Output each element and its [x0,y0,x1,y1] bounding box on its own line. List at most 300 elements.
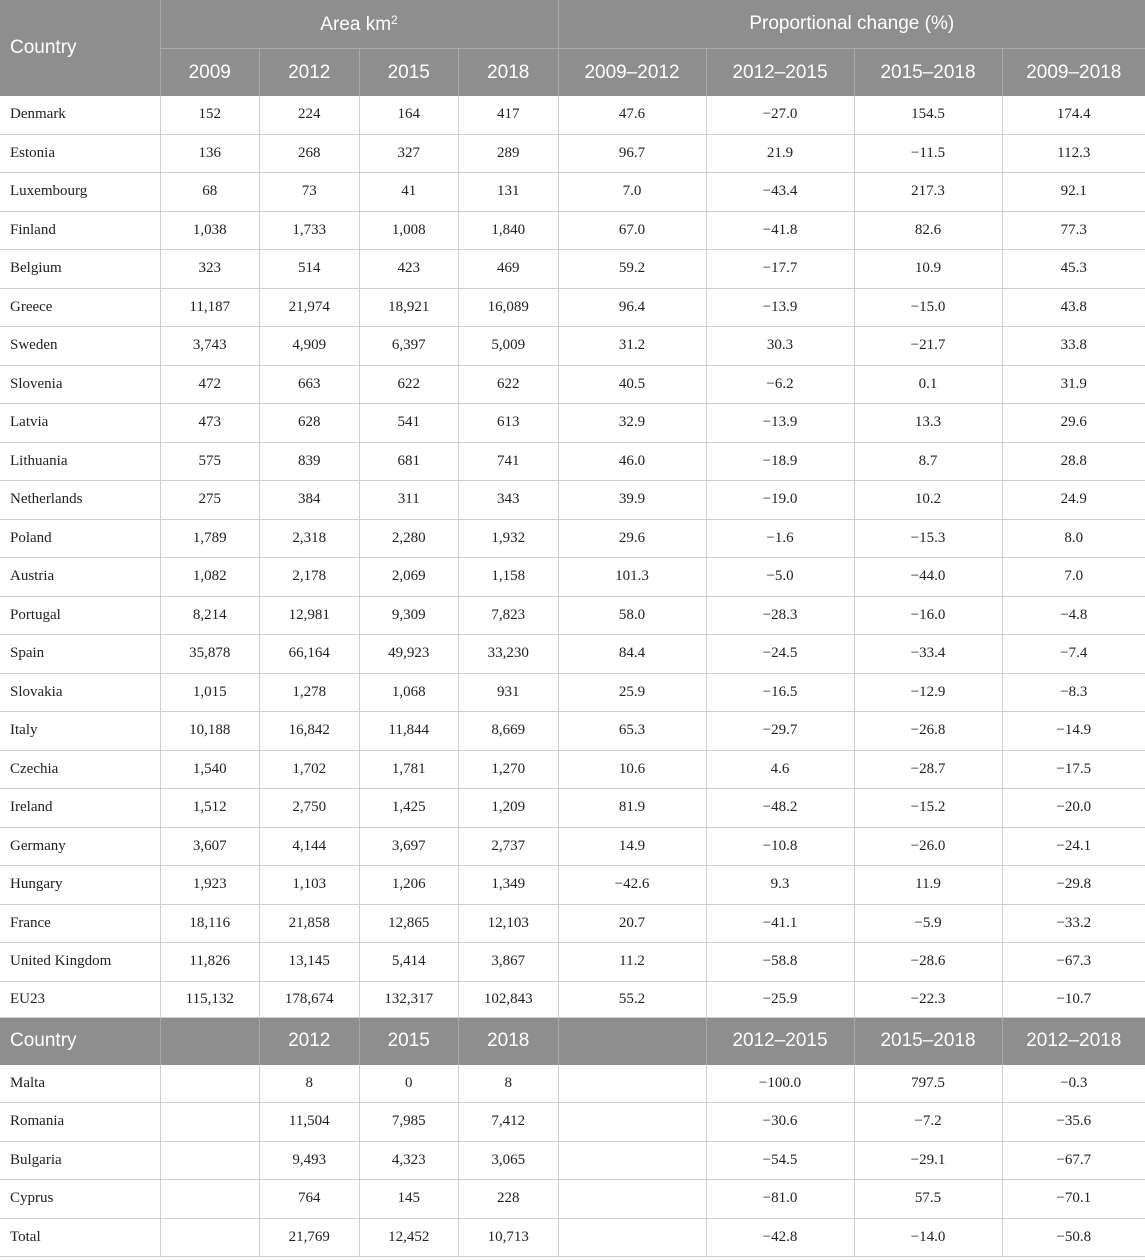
table-row [0,173,1145,212]
header-cell: 2015–2018 [854,49,1002,97]
table-row [0,1180,1145,1219]
country-cell: Denmark [0,96,160,134]
country-cell: Total [0,1218,160,1257]
value-cell: 472 [160,365,260,404]
value-cell [160,1180,260,1219]
table-row [0,211,1145,250]
country-cell: Netherlands [0,481,160,520]
value-cell: 30.3 [706,327,854,366]
country-cell: Sweden [0,327,160,366]
value-cell: −48.2 [706,789,854,828]
header-row-secondary [0,1017,1145,1065]
value-cell: 67.0 [558,211,706,250]
value-cell: 8.0 [1002,519,1145,558]
value-cell: 628 [260,404,360,443]
table-row [0,1141,1145,1180]
header-cell: 2012–2015 [706,1017,854,1065]
value-cell: −17.7 [706,250,854,289]
header-cell: 2012 [260,49,360,97]
value-cell [160,1141,260,1180]
value-cell: −10.8 [706,827,854,866]
country-cell: Ireland [0,789,160,828]
value-cell [558,1103,706,1142]
header-cell: 2009–2012 [558,49,706,97]
table-row [0,481,1145,520]
value-cell: 217.3 [854,173,1002,212]
value-cell: 4.6 [706,750,854,789]
table-row [0,558,1145,597]
table-row [0,673,1145,712]
table-row [0,1065,1145,1103]
value-cell: 473 [160,404,260,443]
value-cell: 7,823 [459,596,559,635]
value-cell: 9,309 [359,596,459,635]
value-cell: −7.4 [1002,635,1145,674]
value-cell: 21.9 [706,134,854,173]
header-cell: 2012–2018 [1002,1017,1145,1065]
value-cell: 24.9 [1002,481,1145,520]
value-cell: −15.0 [854,288,1002,327]
value-cell: −54.5 [706,1141,854,1180]
header-area-group [160,0,558,49]
value-cell: −14.9 [1002,712,1145,751]
value-cell: −8.3 [1002,673,1145,712]
table-row [0,827,1145,866]
value-cell: −42.6 [558,866,706,905]
value-cell: 10.2 [854,481,1002,520]
country-cell: Poland [0,519,160,558]
value-cell: 11,187 [160,288,260,327]
value-cell: 40.5 [558,365,706,404]
country-cell: Lithuania [0,442,160,481]
value-cell: 1,733 [260,211,360,250]
value-cell: 174.4 [1002,96,1145,134]
value-cell: 59.2 [558,250,706,289]
value-cell: 9,493 [260,1141,360,1180]
table-row [0,134,1145,173]
value-cell: 10.6 [558,750,706,789]
value-cell: −19.0 [706,481,854,520]
value-cell: 11,504 [260,1103,360,1142]
value-cell: −26.0 [854,827,1002,866]
value-cell: −14.0 [854,1218,1002,1257]
value-cell: 3,607 [160,827,260,866]
value-cell: 10,188 [160,712,260,751]
value-cell: 65.3 [558,712,706,751]
value-cell: 575 [160,442,260,481]
country-cell: Luxembourg [0,173,160,212]
header-cell: Country [0,1017,160,1065]
value-cell: 43.8 [1002,288,1145,327]
value-cell: 469 [459,250,559,289]
table-row [0,1218,1145,1257]
value-cell: 13,145 [260,943,360,982]
value-cell: 423 [359,250,459,289]
value-cell: 112.3 [1002,134,1145,173]
value-cell: −15.3 [854,519,1002,558]
value-cell: 2,737 [459,827,559,866]
value-cell: 1,103 [260,866,360,905]
value-cell: −17.5 [1002,750,1145,789]
value-cell: 101.3 [558,558,706,597]
header-cell: 2018 [459,49,559,97]
header-row-periods [0,49,1145,97]
value-cell: 663 [260,365,360,404]
value-cell: 343 [459,481,559,520]
value-cell: 224 [260,96,360,134]
value-cell: 31.2 [558,327,706,366]
value-cell: 275 [160,481,260,520]
value-cell: 132,317 [359,981,459,1017]
value-cell: 55.2 [558,981,706,1017]
value-cell: 1,278 [260,673,360,712]
value-cell: 268 [260,134,360,173]
country-cell: Austria [0,558,160,597]
value-cell: 12,981 [260,596,360,635]
value-cell: 1,702 [260,750,360,789]
value-cell: 25.9 [558,673,706,712]
value-cell: 1,923 [160,866,260,905]
value-cell: 21,769 [260,1218,360,1257]
value-cell: 32.9 [558,404,706,443]
table-row [0,750,1145,789]
value-cell: −10.7 [1002,981,1145,1017]
value-cell: 29.6 [1002,404,1145,443]
value-cell: −1.6 [706,519,854,558]
value-cell: 1,038 [160,211,260,250]
value-cell: 178,674 [260,981,360,1017]
value-cell: −20.0 [1002,789,1145,828]
value-cell: 29.6 [558,519,706,558]
value-cell: −30.6 [706,1103,854,1142]
value-cell [558,1141,706,1180]
value-cell: 39.9 [558,481,706,520]
value-cell: 11,826 [160,943,260,982]
value-cell: 10.9 [854,250,1002,289]
country-cell: France [0,904,160,943]
value-cell: 1,206 [359,866,459,905]
value-cell: 164 [359,96,459,134]
value-cell: 514 [260,250,360,289]
value-cell: 613 [459,404,559,443]
value-cell: 57.5 [854,1180,1002,1219]
country-cell: Latvia [0,404,160,443]
table-row [0,789,1145,828]
country-cell: Belgium [0,250,160,289]
country-cell: Slovakia [0,673,160,712]
value-cell: −4.8 [1002,596,1145,635]
value-cell [558,1180,706,1219]
country-cell: Portugal [0,596,160,635]
table-row [0,981,1145,1017]
value-cell: 82.6 [854,211,1002,250]
value-cell: 8.7 [854,442,1002,481]
value-cell: 6,397 [359,327,459,366]
value-cell: 10,713 [459,1218,559,1257]
value-cell: 14.9 [558,827,706,866]
value-cell: 20.7 [558,904,706,943]
value-cell: 115,132 [160,981,260,1017]
value-cell: 41 [359,173,459,212]
value-cell: 384 [260,481,360,520]
value-cell: 46.0 [558,442,706,481]
value-cell: 1,425 [359,789,459,828]
value-cell: 12,452 [359,1218,459,1257]
value-cell: 8 [260,1065,360,1103]
value-cell: 92.1 [1002,173,1145,212]
value-cell: 4,909 [260,327,360,366]
value-cell: −5.9 [854,904,1002,943]
value-cell [558,1065,706,1103]
value-cell: −16.5 [706,673,854,712]
value-cell: −13.9 [706,288,854,327]
country-cell: Romania [0,1103,160,1142]
country-cell: Germany [0,827,160,866]
value-cell: −16.0 [854,596,1002,635]
value-cell: 7.0 [1002,558,1145,597]
value-cell [160,1218,260,1257]
country-cell: Czechia [0,750,160,789]
table-row [0,404,1145,443]
value-cell: 1,015 [160,673,260,712]
value-cell: 18,116 [160,904,260,943]
table-row [0,519,1145,558]
country-cell: Slovenia [0,365,160,404]
value-cell: −44.0 [854,558,1002,597]
value-cell: 839 [260,442,360,481]
value-cell: −67.3 [1002,943,1145,982]
value-cell: 1,270 [459,750,559,789]
table-row [0,596,1145,635]
country-cell: Spain [0,635,160,674]
value-cell: 45.3 [1002,250,1145,289]
value-cell: 18,921 [359,288,459,327]
value-cell: 5,414 [359,943,459,982]
value-cell: 96.7 [558,134,706,173]
value-cell: −33.4 [854,635,1002,674]
value-cell: 3,697 [359,827,459,866]
value-cell: 11,844 [359,712,459,751]
value-cell: 741 [459,442,559,481]
value-cell: 102,843 [459,981,559,1017]
header-cell [160,1017,260,1065]
value-cell: −5.0 [706,558,854,597]
value-cell: 622 [459,365,559,404]
value-cell: 1,789 [160,519,260,558]
value-cell: −100.0 [706,1065,854,1103]
value-cell: 1,008 [359,211,459,250]
value-cell: 136 [160,134,260,173]
value-cell: −41.8 [706,211,854,250]
value-cell: 1,209 [459,789,559,828]
value-cell: 13.3 [854,404,1002,443]
value-cell: 77.3 [1002,211,1145,250]
value-cell: 11.2 [558,943,706,982]
value-cell: 797.5 [854,1065,1002,1103]
value-cell: −50.8 [1002,1218,1145,1257]
value-cell: 2,750 [260,789,360,828]
value-cell: 73 [260,173,360,212]
header-cell: 2009 [160,49,260,97]
country-cell: Italy [0,712,160,751]
value-cell: −13.9 [706,404,854,443]
value-cell: −18.9 [706,442,854,481]
country-cell: Greece [0,288,160,327]
header-area-label: Area km [320,13,392,35]
value-cell: −28.3 [706,596,854,635]
header-cell [558,1017,706,1065]
value-cell: −21.7 [854,327,1002,366]
value-cell: 152 [160,96,260,134]
value-cell: −6.2 [706,365,854,404]
header-cell: 2018 [459,1017,559,1065]
table-row [0,365,1145,404]
header-cell: 2009–2018 [1002,49,1145,97]
value-cell: 154.5 [854,96,1002,134]
header-country: Country [0,0,160,96]
value-cell [160,1103,260,1142]
table-row [0,943,1145,982]
value-cell: 31.9 [1002,365,1145,404]
value-cell: 2,069 [359,558,459,597]
value-cell: 1,512 [160,789,260,828]
value-cell: 21,858 [260,904,360,943]
value-cell: 8,214 [160,596,260,635]
country-cell: United Kingdom [0,943,160,982]
value-cell: 9.3 [706,866,854,905]
header-cell: 2015 [359,49,459,97]
country-cell: Cyprus [0,1180,160,1219]
value-cell: 3,867 [459,943,559,982]
value-cell: −27.0 [706,96,854,134]
value-cell: 33,230 [459,635,559,674]
value-cell: 12,103 [459,904,559,943]
value-cell: 622 [359,365,459,404]
header-area-superscript: 2 [391,12,398,27]
value-cell: 12,865 [359,904,459,943]
value-cell: 35,878 [160,635,260,674]
table-row [0,1103,1145,1142]
value-cell: 7,985 [359,1103,459,1142]
table-row [0,327,1145,366]
table-row [0,96,1145,134]
value-cell: 16,089 [459,288,559,327]
value-cell: 327 [359,134,459,173]
value-cell: 764 [260,1180,360,1219]
table-row [0,250,1145,289]
value-cell: 228 [459,1180,559,1219]
header-cell: 2012 [260,1017,360,1065]
value-cell: −22.3 [854,981,1002,1017]
value-cell: −35.6 [1002,1103,1145,1142]
value-cell: −7.2 [854,1103,1002,1142]
value-cell: −42.8 [706,1218,854,1257]
header-cell: 2012–2015 [706,49,854,97]
value-cell: 1,158 [459,558,559,597]
value-cell: −0.3 [1002,1065,1145,1103]
value-cell [558,1218,706,1257]
value-cell: −81.0 [706,1180,854,1219]
value-cell: 7.0 [558,173,706,212]
value-cell: 931 [459,673,559,712]
value-cell: −29.1 [854,1141,1002,1180]
value-cell: −29.7 [706,712,854,751]
table-row [0,866,1145,905]
value-cell: 8 [459,1065,559,1103]
value-cell: 2,178 [260,558,360,597]
value-cell: 4,323 [359,1141,459,1180]
value-cell: 417 [459,96,559,134]
value-cell: 2,280 [359,519,459,558]
other-countries-section [0,1017,1145,1257]
value-cell: −58.8 [706,943,854,982]
table-row [0,904,1145,943]
value-cell: 84.4 [558,635,706,674]
header-change-group: Proportional change (%) [558,0,1145,49]
value-cell: 3,743 [160,327,260,366]
value-cell: 0.1 [854,365,1002,404]
header-cell: 2015–2018 [854,1017,1002,1065]
value-cell: −67.7 [1002,1141,1145,1180]
value-cell: 131 [459,173,559,212]
value-cell: −26.8 [854,712,1002,751]
value-cell: 49,923 [359,635,459,674]
value-cell: −43.4 [706,173,854,212]
country-cell: Estonia [0,134,160,173]
country-cell: EU23 [0,981,160,1017]
value-cell: 16,842 [260,712,360,751]
value-cell: 3,065 [459,1141,559,1180]
value-cell: 1,068 [359,673,459,712]
value-cell: −24.5 [706,635,854,674]
value-cell: 2,318 [260,519,360,558]
value-cell: −15.2 [854,789,1002,828]
value-cell: 47.6 [558,96,706,134]
value-cell: 1,082 [160,558,260,597]
value-cell: −33.2 [1002,904,1145,943]
value-cell: −28.6 [854,943,1002,982]
value-cell: 58.0 [558,596,706,635]
country-cell: Finland [0,211,160,250]
value-cell: 1,932 [459,519,559,558]
value-cell: −12.9 [854,673,1002,712]
value-cell: −24.1 [1002,827,1145,866]
value-cell: 541 [359,404,459,443]
value-cell: 68 [160,173,260,212]
value-cell: −29.8 [1002,866,1145,905]
country-cell: Malta [0,1065,160,1103]
value-cell: 96.4 [558,288,706,327]
value-cell: 66,164 [260,635,360,674]
value-cell: 1,840 [459,211,559,250]
header-row-groups [0,0,1145,49]
value-cell [160,1065,260,1103]
value-cell: 1,540 [160,750,260,789]
value-cell: 289 [459,134,559,173]
value-cell: 11.9 [854,866,1002,905]
value-cell: 145 [359,1180,459,1219]
value-cell: −70.1 [1002,1180,1145,1219]
eu23-section [0,96,1145,1017]
value-cell: −25.9 [706,981,854,1017]
header-cell: 2015 [359,1017,459,1065]
value-cell: 7,412 [459,1103,559,1142]
value-cell: 4,144 [260,827,360,866]
value-cell: 311 [359,481,459,520]
value-cell: −28.7 [854,750,1002,789]
country-cell: Bulgaria [0,1141,160,1180]
table-row [0,442,1145,481]
